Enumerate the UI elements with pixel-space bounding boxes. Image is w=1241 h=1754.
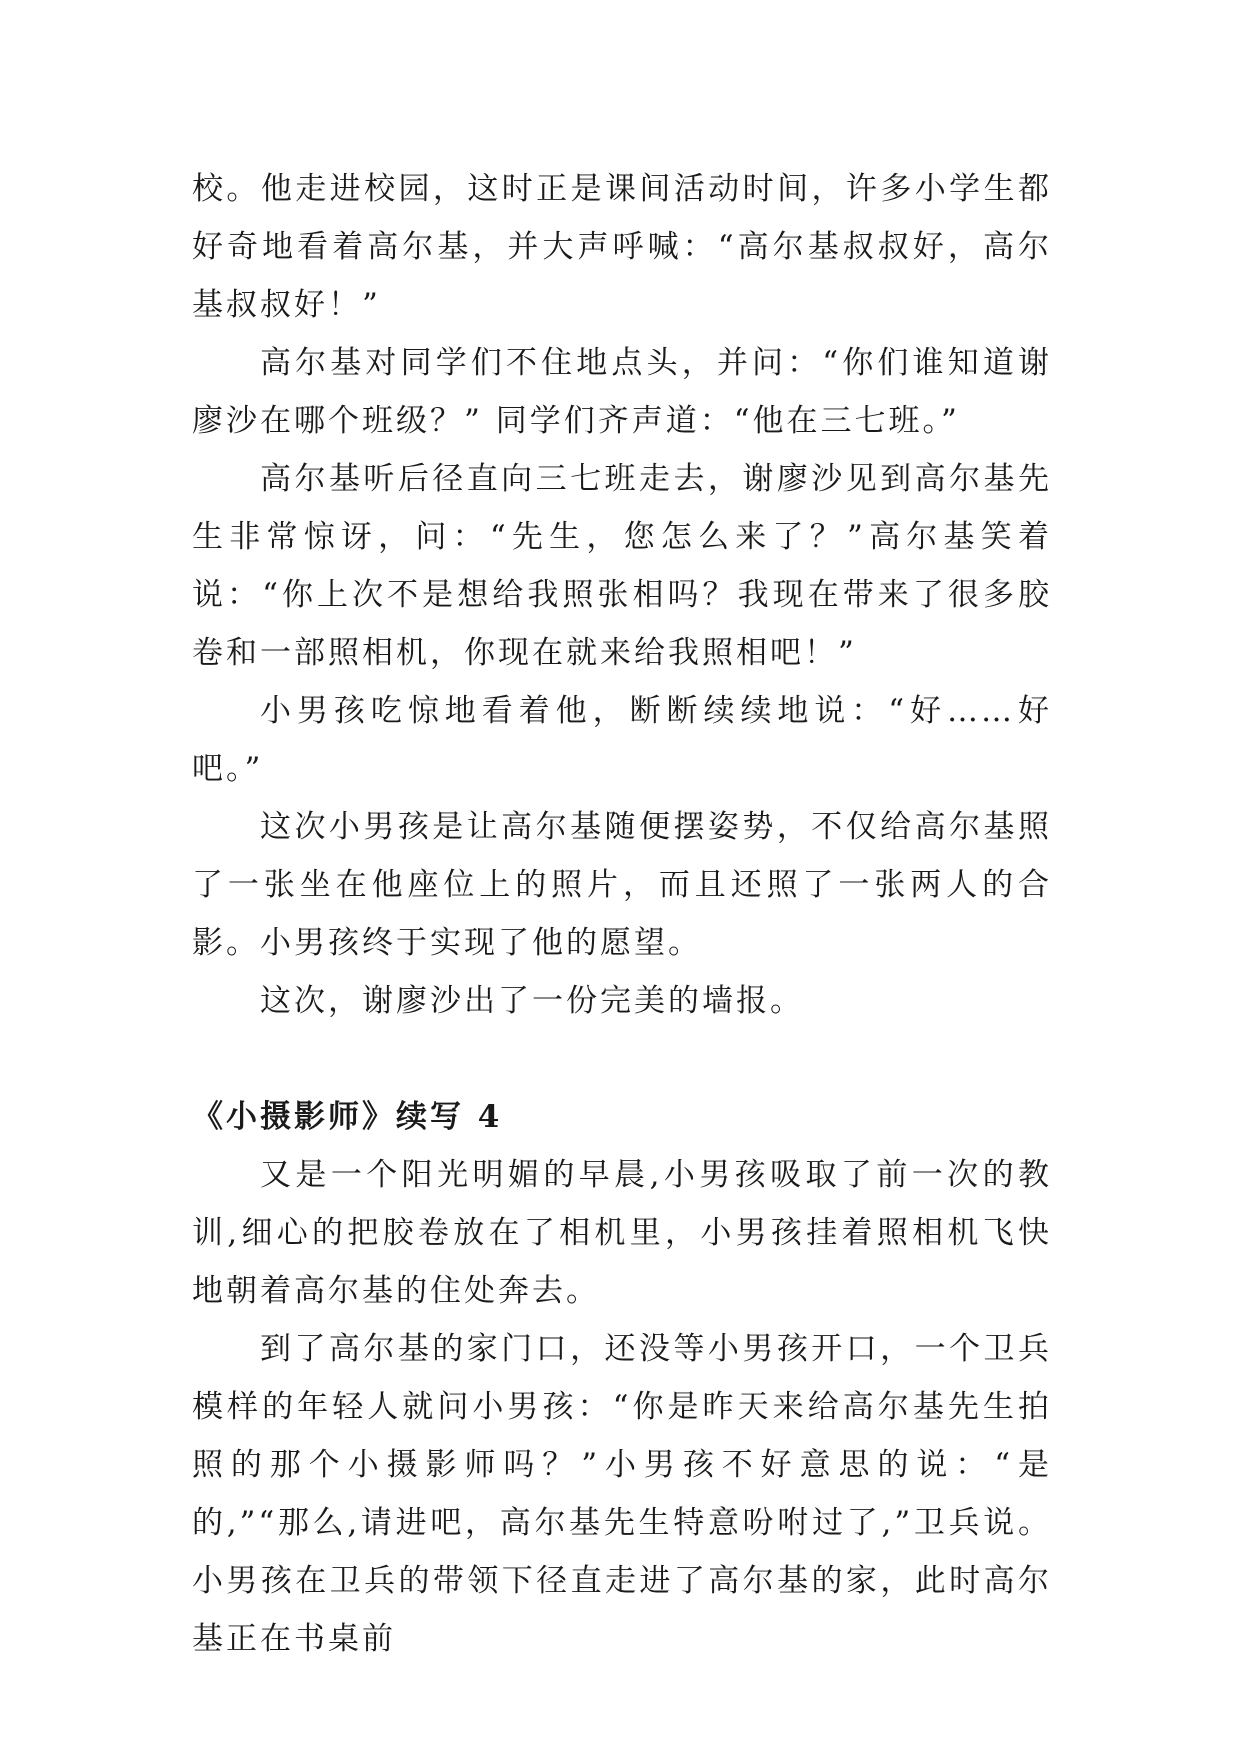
paragraph: 高尔基对同学们不住地点头，并问：“你们谁知道谢廖沙在哪个班级？” 同学们齐声道：“他在三七班。” — [192, 345, 1052, 439]
paragraph: 到了高尔基的家门口，还没等小男孩开口，一个卫兵模样的年轻人就问小男孩：“你是昨天来给高尔基先生拍照的那个小摄影师吗？”小男孩不好意思的说：“是的,”“那么,请进吧，高尔基先生特意吩咐过了,”卫兵说。小男孩在卫兵的带领下径直走进了高尔基的家，此时高尔基正在书桌前 — [192, 1331, 1052, 1657]
paragraph: 这次小男孩是让高尔基随便摆姿势，不仅给高尔基照了一张坐在他座位上的照片，而且还照了一张两人的合影。小男孩终于实现了他的愿望。 — [192, 809, 1052, 961]
section-gap — [192, 1030, 1052, 1088]
paragraph: 这次，谢廖沙出了一份完美的墙报。 — [260, 983, 804, 1019]
paragraph: 又是一个阳光明媚的早晨,小男孩吸取了前一次的教训,细心的把胶卷放在了相机里，小男孩挂着照相机飞快地朝着高尔基的住处奔去。 — [192, 1157, 1052, 1309]
paragraph-continuation: 校。他走进校园，这时正是课间活动时间，许多小学生都好奇地看着高尔基，并大声呼喊：“高尔基叔叔好，高尔基叔叔好！” — [192, 171, 1052, 323]
paragraph: 小男孩吃惊地看着他，断断续续地说：“好……好吧。” — [192, 693, 1052, 787]
section-title: 《小摄影师》续写 4 — [192, 1099, 503, 1135]
paragraph: 高尔基听后径直向三七班走去，谢廖沙见到高尔基先生非常惊讶，问：“先生，您怎么来了？”高尔基笑着说：“你上次不是想给我照张相吗？我现在带来了很多胶卷和一部照相机，你现在就来给我照相吧！” — [192, 461, 1052, 671]
document-page — [192, 160, 1052, 1668]
